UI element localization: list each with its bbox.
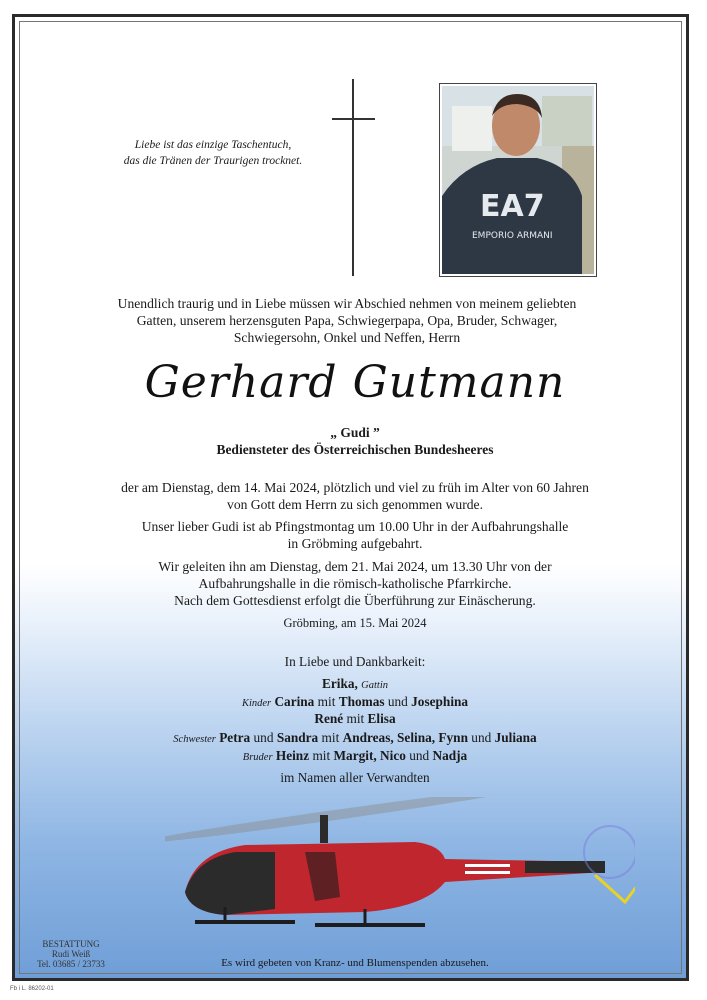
lying-in-state [75,518,635,552]
quote-line-1: Liebe ist das einzige Taschentuch, [134,139,292,151]
footer-note: Es wird gebeten von Kranz- und Blumenspenden abzusehen. [221,957,489,969]
quote [113,137,313,169]
connector: und [253,730,274,745]
connector: und [387,694,408,709]
children-label: Kinder [241,698,272,709]
connector: und [409,748,430,763]
niece-nephew-names: Andreas, Selina, Fynn [342,730,468,745]
connector: mit [346,711,365,726]
cross-icon [352,79,354,276]
lying-line-2: in Gröbming aufgebahrt. [287,536,423,551]
lying-line-1: Unser lieber Gudi ist ab Pfingstmontag um 10.00 Uhr in der Aufbahrungshalle [141,519,569,534]
sister-name: Sandra [276,730,319,745]
intro-text [87,295,607,346]
child-name: Carina [274,694,315,709]
family-brother [75,747,635,767]
wife-name: Erika, [321,676,358,691]
funeral-line-2: Aufbahrungshalle in die römisch-katholische Pfarrkirche. [198,576,512,591]
connector: mit [312,748,331,763]
connector: und [471,730,492,745]
brother-label: Bruder [242,752,273,763]
deceased-name: Gerhard Gutmann [144,357,566,408]
family-wife [75,675,635,695]
grandchild-name: Josephina [411,694,469,709]
svg-text:EMPORIO ARMANI: EMPORIO ARMANI [472,231,553,241]
intro-line-2: Gatten, unserem herzensguten Papa, Schwiegerpapa, Opa, Bruder, Schwager, [136,313,558,328]
svg-text:EA7: EA7 [480,189,545,224]
death-line-2: von Gott dem Herrn zu sich genommen wurde. [227,497,483,512]
child-name: René [314,711,344,726]
undertaker-name: BESTATTUNG [42,939,100,949]
connector: mit [321,730,340,745]
intro-line-3: Schwiegersohn, Onkel und Neffen, Herrn [233,330,461,345]
undertaker-phone: Tel. 03685 / 23733 [37,959,105,969]
intro-line-1: Unendlich traurig und in Liebe müssen wir Abschied nehmen von meinem geliebten [117,296,577,311]
family-sisters [75,729,635,749]
brother-family-names: Margit, Nico [333,748,406,763]
place-date: Gröbming, am 15. Mai 2024 [283,616,427,630]
funeral-info [75,558,635,609]
quote-line-2: das die Tränen der Traurigen trocknet. [123,155,303,167]
partner-name: Thomas [338,694,385,709]
funeral-line-1: Wir geleiten ihn am Dienstag, dem 21. Mai 2024, um 13.30 Uhr von der [158,559,552,574]
funeral-line-3: Nach dem Gottesdienst erfolgt die Überführung zur Einäscherung. [174,593,536,608]
brother-name: Heinz [275,748,310,763]
sister-name: Petra [219,730,251,745]
family-closing: im Namen aller Verwandten [280,770,430,785]
helicopter-image [165,797,635,952]
sister-label: Schwester [173,734,216,745]
portrait-photo [439,83,597,277]
parte-frame [12,14,689,981]
family-intro: In Liebe und Dankbarkeit: [284,654,426,669]
corner-code: Fb i L. 86202-01 [10,986,54,992]
undertaker-owner: Rudi Weiß [51,949,91,959]
cross-icon-bar [332,118,375,120]
death-notice [75,479,635,513]
deceased-role: Bediensteter des Österreichischen Bundesheeres [216,442,494,457]
niece-name: Juliana [494,730,537,745]
connector: mit [317,694,336,709]
death-line-1: der am Dienstag, dem 14. Mai 2024, plötzlich und viel zu früh im Alter von 60 Jahren [121,480,589,495]
wife-relation: Gattin [361,680,388,691]
deceased-nickname: „ Gudi ” [330,425,380,440]
partner-name: Elisa [367,711,396,726]
niece-name: Nadja [432,748,468,763]
family-children-2 [75,710,635,728]
